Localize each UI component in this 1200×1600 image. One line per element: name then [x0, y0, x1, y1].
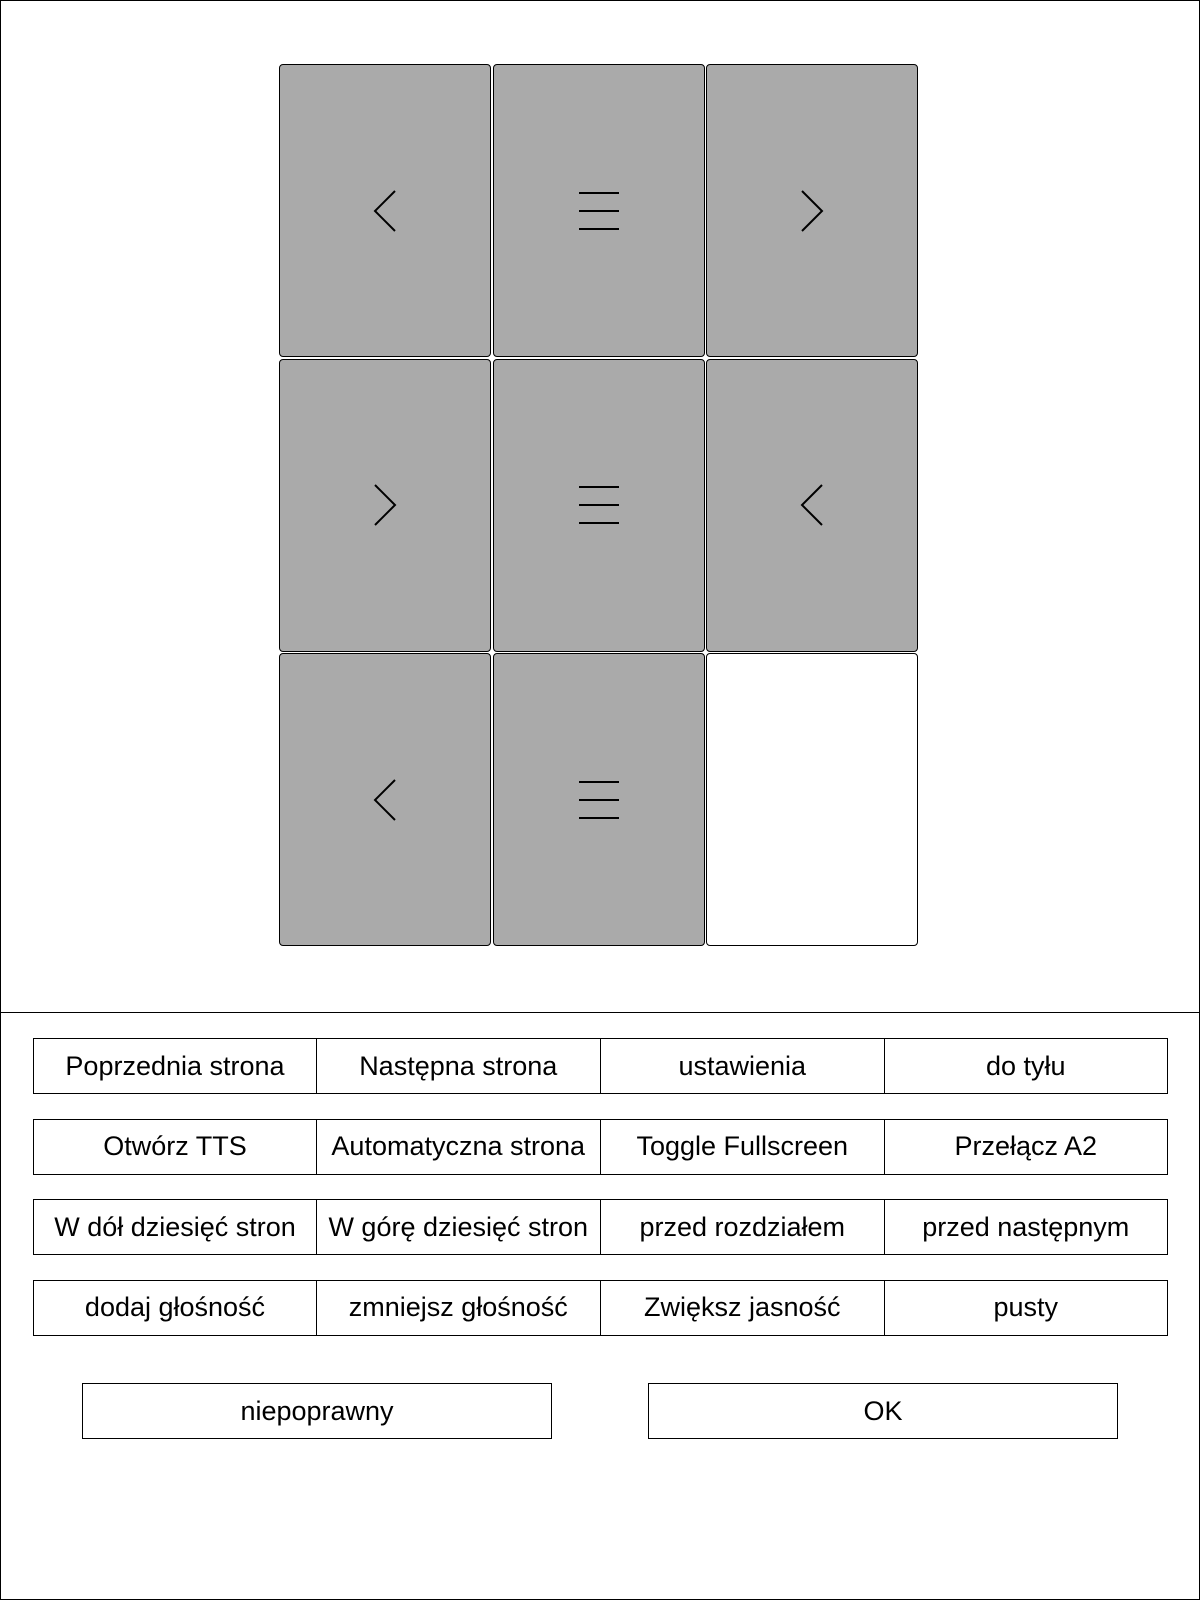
action-previous-page[interactable]: Poprzednia strona	[33, 1038, 317, 1094]
action-list	[33, 1038, 1168, 1360]
action-brightness-up[interactable]: Zwiększ jasność	[600, 1280, 886, 1336]
action-volume-down[interactable]: zmniejsz głośność	[316, 1280, 602, 1336]
cancel-button[interactable]: niepoprawny	[82, 1383, 552, 1439]
tap-zone-5[interactable]	[493, 359, 705, 652]
tap-zone-6[interactable]	[706, 359, 918, 652]
action-next-page[interactable]: Następna strona	[316, 1038, 602, 1094]
action-row	[33, 1119, 1168, 1175]
action-row	[33, 1199, 1168, 1255]
action-settings[interactable]: ustawienia	[600, 1038, 886, 1094]
action-back[interactable]: do tyłu	[884, 1038, 1169, 1094]
action-auto-page[interactable]: Automatyczna strona	[316, 1119, 602, 1175]
action-up-ten-pages[interactable]: W górę dziesięć stron	[316, 1199, 602, 1255]
action-next-chapter[interactable]: przed następnym	[884, 1199, 1169, 1255]
tap-zone-7[interactable]	[279, 653, 491, 946]
action-row	[33, 1038, 1168, 1094]
action-down-ten-pages[interactable]: W dół dziesięć stron	[33, 1199, 317, 1255]
tap-zone-9-selected[interactable]	[706, 653, 918, 946]
action-empty[interactable]: pusty	[884, 1280, 1169, 1336]
tap-zone-8[interactable]	[493, 653, 705, 946]
tap-zone-grid	[279, 64, 918, 946]
ok-button[interactable]: OK	[648, 1383, 1118, 1439]
action-previous-chapter[interactable]: przed rozdziałem	[600, 1199, 886, 1255]
tap-zone-1[interactable]	[279, 64, 491, 357]
action-toggle-fullscreen[interactable]: Toggle Fullscreen	[600, 1119, 886, 1175]
tap-zone-2[interactable]	[493, 64, 705, 357]
tap-zone-4[interactable]	[279, 359, 491, 652]
action-open-tts[interactable]: Otwórz TTS	[33, 1119, 317, 1175]
action-volume-up[interactable]: dodaj głośność	[33, 1280, 317, 1336]
tap-zone-3[interactable]	[706, 64, 918, 357]
action-toggle-a2[interactable]: Przełącz A2	[884, 1119, 1169, 1175]
action-row	[33, 1280, 1168, 1336]
